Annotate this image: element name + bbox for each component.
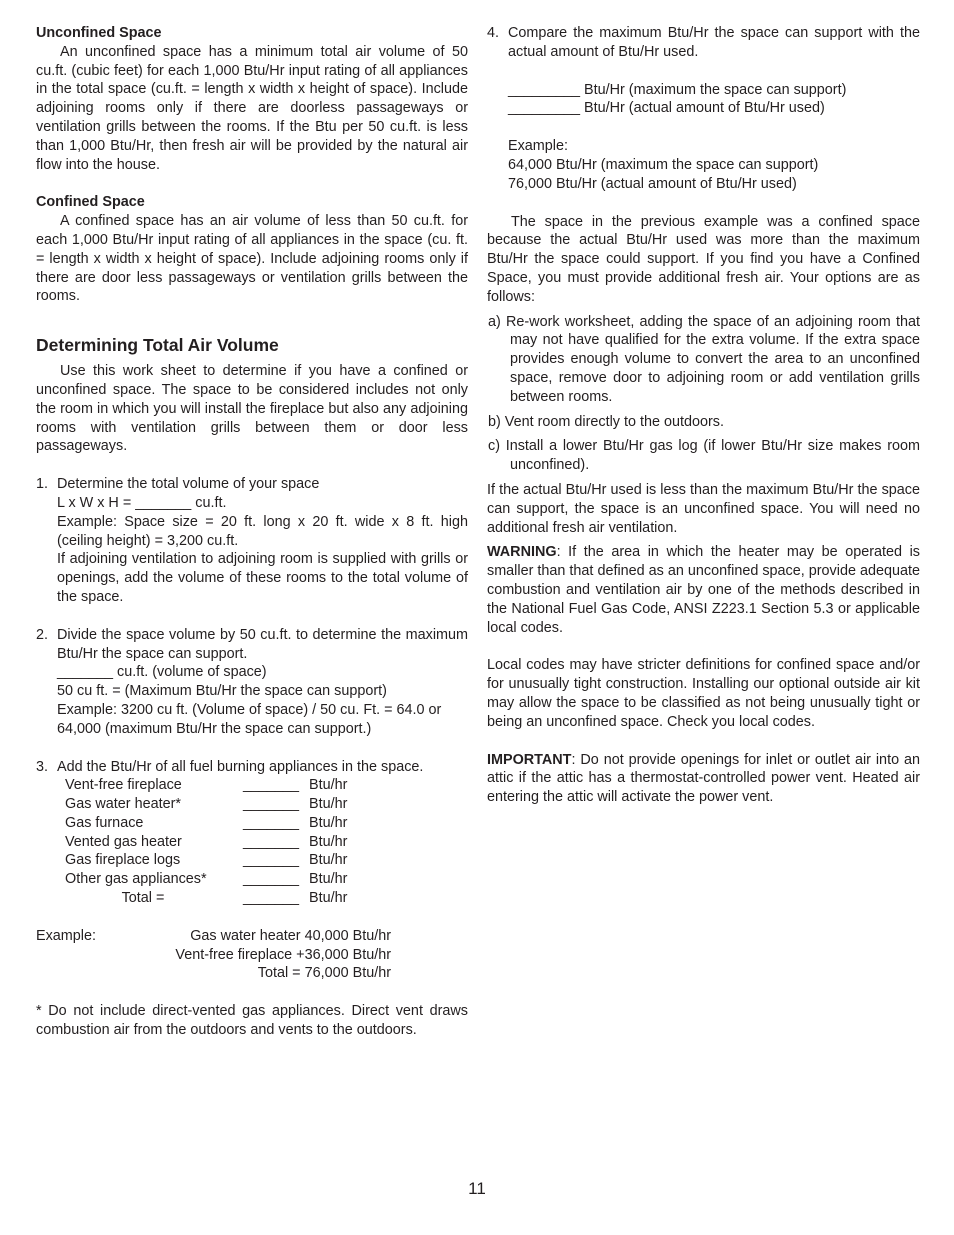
appliance-table <box>65 776 468 908</box>
step-1-line-1: Determine the total volume of your space <box>57 476 320 493</box>
total-unit: Btu/hr <box>309 890 348 907</box>
unconfined-text: An unconfined space has a minimum total air volume of 50 cu.ft. (cubic feet) for each 1,000 Btu/Hr input rating of all appliances in the total space (cu.ft. = length x width x height of space). Include adjoining rooms only if there are doorless passageways or ventilation grills between the rooms. If the Btu per 50 cu.ft. is less than 1,000 Btu/Hr, then fresh air will be provided by the natural air flow into the house. <box>36 43 468 173</box>
appliance-blank: _______ <box>243 833 300 850</box>
appliance-unit: Btu/hr <box>309 871 348 888</box>
step-4-blank-2: _________ Btu/Hr (actual amount of Btu/Hr used) <box>508 100 825 117</box>
appliance-unit: Btu/hr <box>309 833 348 850</box>
step-4-blank-1: _________ Btu/Hr (maximum the space can support) <box>508 81 847 98</box>
option-b: b) Vent room directly to the outdoors. <box>488 413 724 430</box>
step-4-number: 4. <box>487 25 500 41</box>
page-number: 11 <box>468 1179 486 1198</box>
appliance-unit: Btu/hr <box>309 777 348 794</box>
step-3-line-1: Add the Btu/Hr of all fuel burning appliances in the space. <box>57 758 424 775</box>
step-3-number: 3. <box>36 758 49 775</box>
step-2-number: 2. <box>36 626 49 643</box>
example-line-3: Total = 76,000 Btu/hr <box>257 965 391 982</box>
example-line-2: Vent-free fireplace +36,000 Btu/hr <box>175 946 391 963</box>
example-line-1: Gas water heater 40,000 Btu/hr <box>190 927 391 944</box>
option-a: a) Re-work worksheet, adding the space of an adjoining room that may not have qualified for the extra volume. If the extra space provides enough volume to convert the area to an unconfined space, remove door to adjoining room or add ventilation grills between rooms. <box>488 313 920 405</box>
less-than-text: If the actual Btu/Hr used is less than the maximum Btu/Hr the space can support, the space is an unconfined space. You will need no additional fresh air ventilation. <box>487 481 920 536</box>
step-4-example-2: 76,000 Btu/Hr (actual amount of Btu/Hr used) <box>508 175 797 192</box>
unconfined-heading: Unconfined Space <box>36 25 162 41</box>
confined-text: A confined space has an air volume of less than 50 cu.ft. for each 1,000 Btu/Hr input rating of all appliances in the space (cu. ft. = length x width x height of space). Include adjoining rooms only if there are door less passageways or ventilation grills between the rooms. <box>36 213 468 305</box>
option-c: c) Install a lower Btu/Hr gas log (if lower Btu/Hr size makes room unconfined). <box>488 438 920 474</box>
appliance-name: Vented gas heater <box>65 833 182 850</box>
step-4 <box>487 24 920 194</box>
confined-heading: Confined Space <box>36 194 145 211</box>
appliance-blank: _______ <box>243 814 300 831</box>
total-label: Total = <box>121 890 165 907</box>
appliance-blank: _______ <box>243 852 300 869</box>
step-4-example-label: Example: <box>508 138 568 155</box>
step-2-line-4: Example: 3200 cu ft. (Volume of space) / 50 cu. Ft. = 64.0 or 64,000 (maximum Btu/Hr the space can support.) <box>57 701 442 737</box>
important-label: IMPORTANT <box>487 751 572 768</box>
appliance-blank: _______ <box>243 796 300 813</box>
appliance-name: Gas fireplace logs <box>65 852 181 869</box>
local-codes-text: Local codes may have stricter definitions for confined space and/or for unusually tight construction. Installing our optional outside air kit may allow the space to be classified as not being unusually tight or being an unconfined space. Check you local codes. <box>487 657 920 730</box>
step-4-line-1: Compare the maximum Btu/Hr the space can support with the actual amount of Btu/Hr used. <box>508 25 920 60</box>
step-1 <box>36 475 468 607</box>
intro-text: Use this work sheet to determine if you have a confined or unconfined space. The space to be considered includes not only the room in which you will install the fireplace but also any adjoining rooms with ventilation grills between them or door less passageways. <box>36 363 468 455</box>
appliance-name: Gas water heater* <box>65 796 181 813</box>
appliance-unit: Btu/hr <box>309 796 348 813</box>
important-paragraph <box>487 751 920 807</box>
warning-label: WARNING <box>487 544 557 561</box>
appliance-blank: _______ <box>243 777 300 794</box>
example-label: Example: <box>36 927 96 944</box>
step-2-line-1: Divide the space volume by 50 cu.ft. to determine the maximum Btu/Hr the space can support. <box>57 626 468 662</box>
appliance-unit: Btu/hr <box>309 852 348 869</box>
right-column <box>487 24 920 807</box>
step-2-line-2: _______ cu.ft. (volume of space) <box>57 664 267 681</box>
footnote: * Do not include direct-vented gas appliances. Direct vent draws combustion air from the outdoors and vents to the outdoors. <box>36 1003 468 1039</box>
appliance-name: Gas furnace <box>65 814 144 831</box>
step-1-line-2: L x W x H = _______ cu.ft. <box>57 494 227 511</box>
step-4-example-1: 64,000 Btu/Hr (maximum the space can support) <box>508 156 819 173</box>
step-3 <box>36 758 468 777</box>
step-2 <box>36 626 468 739</box>
important-text: : Do not provide openings for inlet or outlet air into an attic if the attic has a thermostat-controlled power vent. Heated air entering the attic will activate the power vent. <box>487 751 920 806</box>
appliance-unit: Btu/hr <box>309 814 348 831</box>
total-blank: _______ <box>243 890 300 907</box>
section-title: Determining Total Air Volume <box>36 335 279 356</box>
step-1-number: 1. <box>36 476 49 493</box>
example-block <box>36 927 468 983</box>
step-1-line-3: Example: Space size = 20 ft. long x 20 ft. wide x 8 ft. high (ceiling height) = 3,200 cu.ft. <box>57 513 468 549</box>
appliance-name: Other gas appliances* <box>65 871 207 888</box>
appliance-blank: _______ <box>243 871 300 888</box>
previous-example-text: The space in the previous example was a confined space because the actual Btu/Hr used was more than the maximum Btu/Hr the space could support. If you find you have a Confined Space, you must provide additional fresh air. Your options are as follows: <box>487 213 920 305</box>
step-2-line-3: 50 cu ft. = (Maximum Btu/Hr the space can support) <box>57 683 387 700</box>
left-column <box>36 24 468 1040</box>
step-1-line-4: If adjoining ventilation to adjoining room is supplied with grills or openings, add the volume of these rooms to the total volume of the space. <box>57 551 468 605</box>
appliance-name: Vent-free fireplace <box>65 777 182 794</box>
warning-text: : If the area in which the heater may be operated is smaller than that defined as an unconfined space, provide adequate combustion and ventilation air by one of the methods described in the National Fuel Gas Code, ANSI Z223.1 Section 5.3 or applicable local codes. <box>487 544 920 636</box>
warning-paragraph <box>487 543 920 637</box>
